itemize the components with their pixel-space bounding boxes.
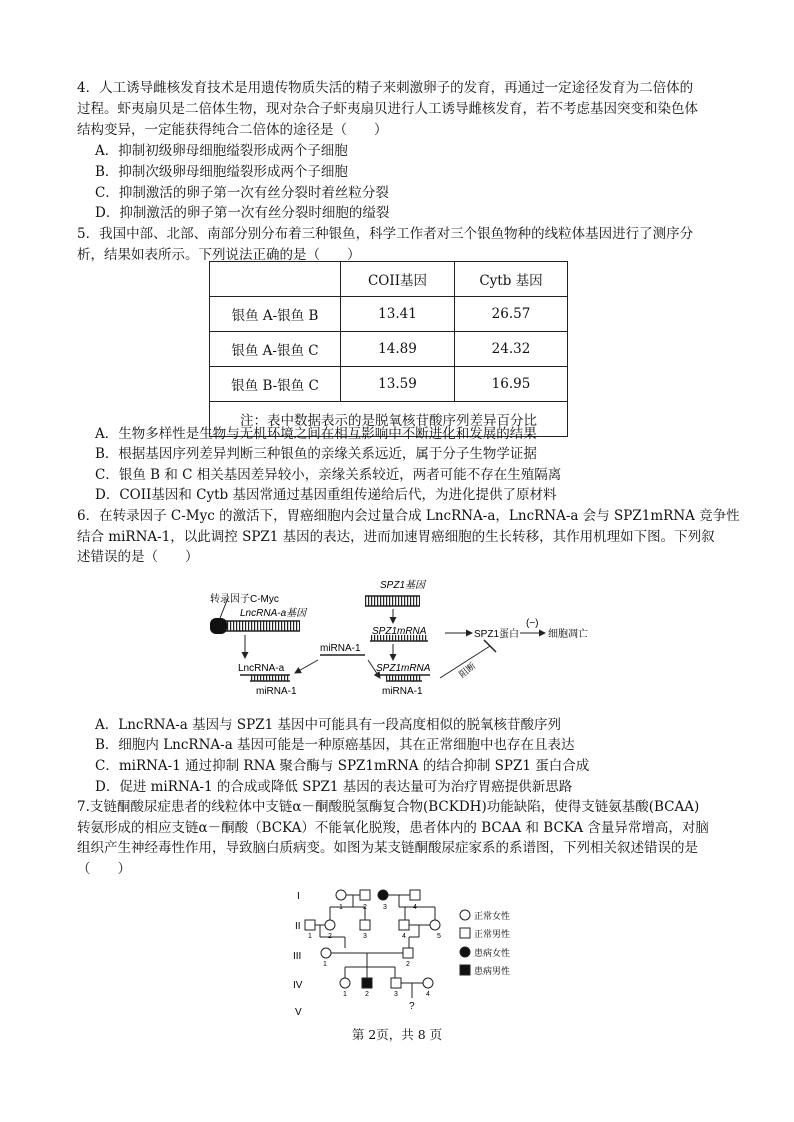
legend-normal-female-icon bbox=[460, 910, 470, 920]
pedigree-number: 3 bbox=[383, 904, 387, 911]
q6-stem-line3: 述错误的是（ ） bbox=[77, 549, 199, 565]
table-cell: 银鱼 B-银鱼 C bbox=[210, 367, 341, 402]
q5-option-d: D．COII基因和 Cytb 基因常通过基因重组传递给后代，为进化提供了原材料 bbox=[95, 487, 557, 503]
q6-option-c: C．miRNA-1 通过抑制 RNA 聚合酶与 SPZ1mRNA 的结合抑制 SPZ1 蛋白合成 bbox=[95, 758, 590, 774]
generation-label: III bbox=[293, 951, 302, 962]
pedigree-normal-female bbox=[336, 890, 346, 900]
pedigree-normal-male bbox=[360, 890, 370, 900]
generation-label: I bbox=[297, 891, 300, 902]
table-header-cell bbox=[210, 262, 341, 297]
legend-normal-male: 正常男性 bbox=[474, 929, 511, 939]
q5-option-a: A．生物多样性是生物与无机环境之间在相互影响中不断进化和发展的结果 bbox=[95, 426, 537, 442]
pedigree-number: 1 bbox=[339, 904, 343, 911]
pedigree-chart bbox=[285, 882, 535, 1022]
legend-affected-male-icon bbox=[460, 965, 470, 975]
pedigree-number: 4 bbox=[426, 991, 430, 998]
mirna-bound-label-1: miRNA-1 bbox=[256, 686, 297, 697]
q5-option-c: C．银鱼 B 和 C 相关基因差异较小，亲缘关系较近，两者可能不存在生殖隔离 bbox=[95, 467, 562, 483]
legend-affected-male: 患病男性 bbox=[474, 966, 511, 976]
q6-option-a: A．LncRNA-a 基因与 SPZ1 基因中可能具有一段高度相似的脱氧核苷酸序列 bbox=[95, 717, 561, 733]
lncrna-mirna-complex bbox=[240, 675, 290, 681]
pedigree-number: 4 bbox=[402, 933, 406, 940]
q4-stem-line3: 结构变异，一定能获得纯合二倍体的途径是（ ） bbox=[77, 122, 388, 138]
q6-stem-line1: 6．在转录因子 C-Myc 的激活下，胃癌细胞内会过量合成 LncRNA-a，LncRNA-a 会与 SPZ1mRNA 竞争性 bbox=[77, 508, 740, 524]
pedigree-normal-male bbox=[403, 948, 413, 958]
table-cell: 银鱼 A-银鱼 C bbox=[210, 332, 341, 367]
table-note: 注：表中数据表示的是脱氧核苷酸序列差异百分比 bbox=[210, 402, 568, 437]
pedigree-affected-female bbox=[378, 890, 388, 900]
lncrna-gene-label: LncRNA-a基因 bbox=[240, 608, 307, 619]
pedigree-number: 3 bbox=[363, 933, 367, 940]
table-cell: 14.89 bbox=[341, 332, 455, 367]
q5-stem-line2: 析，结果如表所示。下列说法正确的是（ ） bbox=[77, 247, 361, 263]
generation-label: V bbox=[295, 1007, 302, 1018]
table-cell: 16.95 bbox=[455, 367, 568, 402]
pedigree-number: 2 bbox=[365, 991, 369, 998]
sequence-difference-table bbox=[209, 261, 568, 437]
mirna-label: miRNA-1 bbox=[320, 643, 361, 654]
pedigree-number: 1 bbox=[343, 991, 347, 998]
spz1-mrna-label: SPZ1mRNA bbox=[372, 626, 427, 637]
spz1-protein-label: SPZ1蛋白 bbox=[474, 629, 520, 640]
table-cell: 13.59 bbox=[341, 367, 455, 402]
table-row bbox=[210, 297, 568, 332]
legend-affected-female-icon bbox=[460, 947, 470, 957]
pedigree-number: 4 bbox=[413, 904, 417, 911]
table-row bbox=[210, 332, 568, 367]
lncrna-label: LncRNA-a bbox=[238, 663, 285, 674]
mechanism-diagram bbox=[200, 578, 610, 703]
table-header-row bbox=[210, 262, 568, 297]
spz1-mrna-label-2: SPZ1mRNA bbox=[376, 663, 431, 674]
table-cell: 银鱼 A-银鱼 B bbox=[210, 297, 341, 332]
pedigree-normal-male bbox=[391, 978, 401, 988]
table-cell: 13.41 bbox=[341, 297, 455, 332]
legend-normal-female: 正常女性 bbox=[474, 911, 511, 921]
q7-stem-line2: 转氨形成的相应支链α－酮酸（BCKA）不能氧化脱羧，患者体内的 BCAA 和 BCKA 含量异常增高，对脑 bbox=[77, 820, 709, 836]
pedigree-number: 5 bbox=[437, 933, 441, 940]
generation-label: IV bbox=[293, 980, 303, 991]
q4-option-a: A．抑制初级卵母细胞缢裂形成两个子细胞 bbox=[95, 143, 348, 159]
table-cell: 24.32 bbox=[455, 332, 568, 367]
mirna-bound-label-2: miRNA-1 bbox=[382, 686, 423, 697]
lncrna-gene-dna bbox=[215, 621, 300, 631]
table-header-cell: COII基因 bbox=[341, 262, 455, 297]
pedigree-normal-male bbox=[410, 890, 420, 900]
q7-stem-line3: 组织产生神经毒性作用，导致脑白质病变。如图为某支链酮酸尿症家系的系谱图，下列相关叙述错误的是 bbox=[77, 840, 698, 856]
q5-stem-line1: 5．我国中部、北部、南部分别分布着三种银鱼，科学工作者对三个银鱼物种的线粒体基因进行了测序分 bbox=[77, 226, 694, 242]
pedigree-affected-male bbox=[362, 978, 372, 988]
q6-option-b: B．细胞内 LncRNA-a 基因可能是一种原癌基因，其在正常细胞中也存在且表达 bbox=[95, 737, 575, 753]
pedigree-number: 1 bbox=[323, 961, 327, 968]
pedigree-normal-female bbox=[340, 978, 350, 988]
pedigree-question-mark: ? bbox=[409, 1001, 415, 1012]
table-header-cell: Cytb 基因 bbox=[455, 262, 568, 297]
q6-option-d: D．促进 miRNA-1 的合成或降低 SPZ1 基因的表达量可为治疗胃癌提供新思路 bbox=[95, 779, 573, 795]
q4-stem-line2: 过程。虾夷扇贝是二倍体生物，现对杂合子虾夷扇贝进行人工诱导雌核发育，若不考虑基因突变和染色体 bbox=[77, 101, 698, 117]
q4-option-b: B．抑制次级卵母细胞缢裂形成两个子细胞 bbox=[95, 164, 348, 180]
q4-option-c: C．抑制激活的卵子第一次有丝分裂时着丝粒分裂 bbox=[95, 185, 389, 201]
apoptosis-label: 细胞凋亡 bbox=[548, 629, 588, 640]
inhibit-sign: (−) bbox=[526, 618, 539, 629]
pedigree-normal-female bbox=[423, 978, 433, 988]
pedigree-normal-male bbox=[399, 920, 409, 930]
q6-stem-line2: 结合 miRNA-1，以此调控 SPZ1 基因的表达，进而加速胃癌细胞的生长转移，其作用机理如下图。下列叙 bbox=[77, 529, 715, 545]
pedigree-normal-male bbox=[305, 920, 315, 930]
q7-stem-line1: 7.支链酮酸尿症患者的线粒体中支链α－酮酸脱氢酶复合物(BCKDH)功能缺陷，使得支链氨基酸(BCAA) bbox=[77, 799, 700, 815]
page-footer: 第 2页，共 8 页 bbox=[351, 1027, 443, 1042]
pedigree-number: 2 bbox=[328, 933, 332, 940]
pedigree-number: 3 bbox=[394, 991, 398, 998]
pedigree-normal-female bbox=[321, 948, 331, 958]
spz1-mrna-mirna-complex bbox=[376, 675, 430, 681]
generation-label: II bbox=[295, 921, 301, 932]
table-row bbox=[210, 367, 568, 402]
pedigree-number: 2 bbox=[406, 961, 410, 968]
pedigree-normal-female bbox=[325, 920, 335, 930]
spz1-gene-dna bbox=[365, 596, 420, 606]
block-label: 阻断 bbox=[457, 660, 478, 680]
table-cell: 26.57 bbox=[455, 297, 568, 332]
legend-affected-female: 患病女性 bbox=[474, 948, 511, 958]
pedigree-normal-female bbox=[430, 920, 440, 930]
pedigree-normal-male bbox=[360, 920, 370, 930]
pedigree-number: 1 bbox=[308, 933, 312, 940]
q5-option-b: B．根据基因序列差异判断三种银鱼的亲缘关系远近，属于分子生物学证据 bbox=[95, 446, 537, 462]
spz1-gene-label: SPZ1基因 bbox=[380, 580, 426, 591]
q4-stem-line1: 4．人工诱导雌核发育技术是用遗传物质失活的精子来刺激卵子的发育，再通过一定途径发育为二倍体的 bbox=[77, 80, 694, 96]
c-myc-factor-icon bbox=[210, 618, 227, 634]
q7-stem-line4: （ ） bbox=[77, 861, 131, 877]
q4-option-d: D．抑制激活的卵子第一次有丝分裂时细胞的缢裂 bbox=[95, 205, 390, 221]
pedigree-number: 2 bbox=[363, 904, 367, 911]
c-myc-label: 转录因子C-Myc bbox=[210, 594, 279, 605]
legend-normal-male-icon bbox=[460, 928, 470, 938]
